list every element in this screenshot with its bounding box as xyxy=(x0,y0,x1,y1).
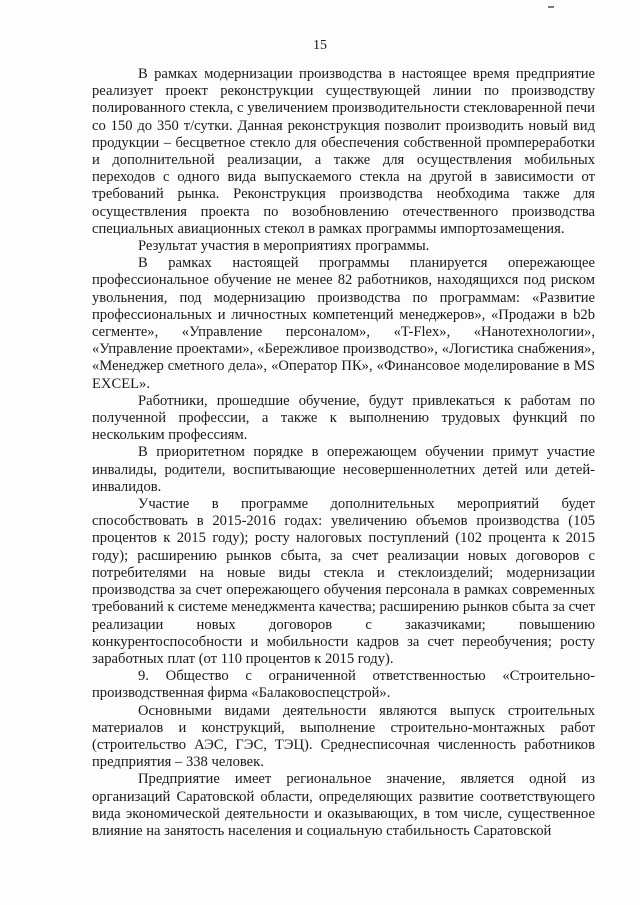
paragraph-priority-participants: В приоритетном порядке в опережающем обучении примут участие инвалиды, родители, воспитывающие несовершеннолетних детей или детей-инвалидов. xyxy=(92,444,595,495)
paragraph-results-heading: Результат участия в мероприятиях программы. xyxy=(138,238,430,255)
paragraph-trained-workers: Работники, прошедшие обучение, будут привлекаться к работам по полученной профессии, а также к выполнению трудовых функций по нескольким профессиям. xyxy=(92,392,595,444)
scan-mark xyxy=(548,6,554,8)
page-number: 15 xyxy=(313,38,327,53)
document-body xyxy=(92,66,595,840)
paragraph-company-heading: 9. Общество с ограниченной ответственностью «Строительно-производственная фирма «Балаковоспецстрой». xyxy=(92,668,595,702)
paragraph-regional-significance: Предприятие имеет региональное значение, является одной из организаций Саратовской области, определяющих развитие соответствующего вида экономической деятельности и оказывающих, в том числе, существенное влияние на занятость населения и социальную стабильность Саратовской xyxy=(92,771,595,839)
paragraph-training-plan: В рамках настоящей программы планируется опережающее профессиональное обучение не менее 82 работников, находящихся под риском увольнения, под модернизацию производства по программам: «Развитие профессиональных и личностных компетенций менеджеров», «Продажи в b2b сегменте», «Управление персоналом», «T-Flex», «Нанотехнологии», «Управление проектами», «Бережливое производство», «Логистика снабжения», «Менеджер сметного дела», «Оператор ПК», «Финансовое моделирование в MS EXCEL». xyxy=(92,255,595,392)
paragraph-program-benefits: Участие в программе дополнительных мероприятий будет способствовать в 2015-2016 годах: увеличению объемов производства (105 процентов к 2015 году); росту налоговых поступлений (102 процента к 2015 году); расширению рынков сбыта, за счет реализации новых договоров с потребителями на новые виды стекла и стеклоизделий; модернизации производства за счет опережающего обучения персонала в рамках современных требований к системе менеджмента качества; расширению рынков сбыта за счет реализации новых договоров с заказчиками; повышению конкурентоспособности и мобильности кадров за счет переобучения; росту заработных плат (от 110 процентов к 2015 году). xyxy=(92,496,595,667)
paragraph-company-activities: Основными видами деятельности являются выпуск строительных материалов и конструкций, выполнение строительно-монтажных работ (строительство АЭС, ГЭС, ТЭЦ). Среднесписочная численность работников предприятия – 338 человек. xyxy=(92,702,595,771)
paragraph-modernization: В рамках модернизации производства в настоящее время предприятие реализует проект реконструкции существующей линии по производству полированного стекла, с увеличением производительности стекловаренной печи со 150 до 350 т/сутки. Данная реконструкция позволит производить новый вид продукции – бесцветное стекло для обеспечения собственной промпереработки и дополнительной реализации, а также для осуществления мобильных переходов с одного вида выпускаемого стекла на другой в зависимости от требований рынка. Реконструкция производства необходима также для осуществления проекта по возобновлению отечественного производства специальных авиационных стекол в рамках программы импортозамещения. xyxy=(92,66,595,237)
